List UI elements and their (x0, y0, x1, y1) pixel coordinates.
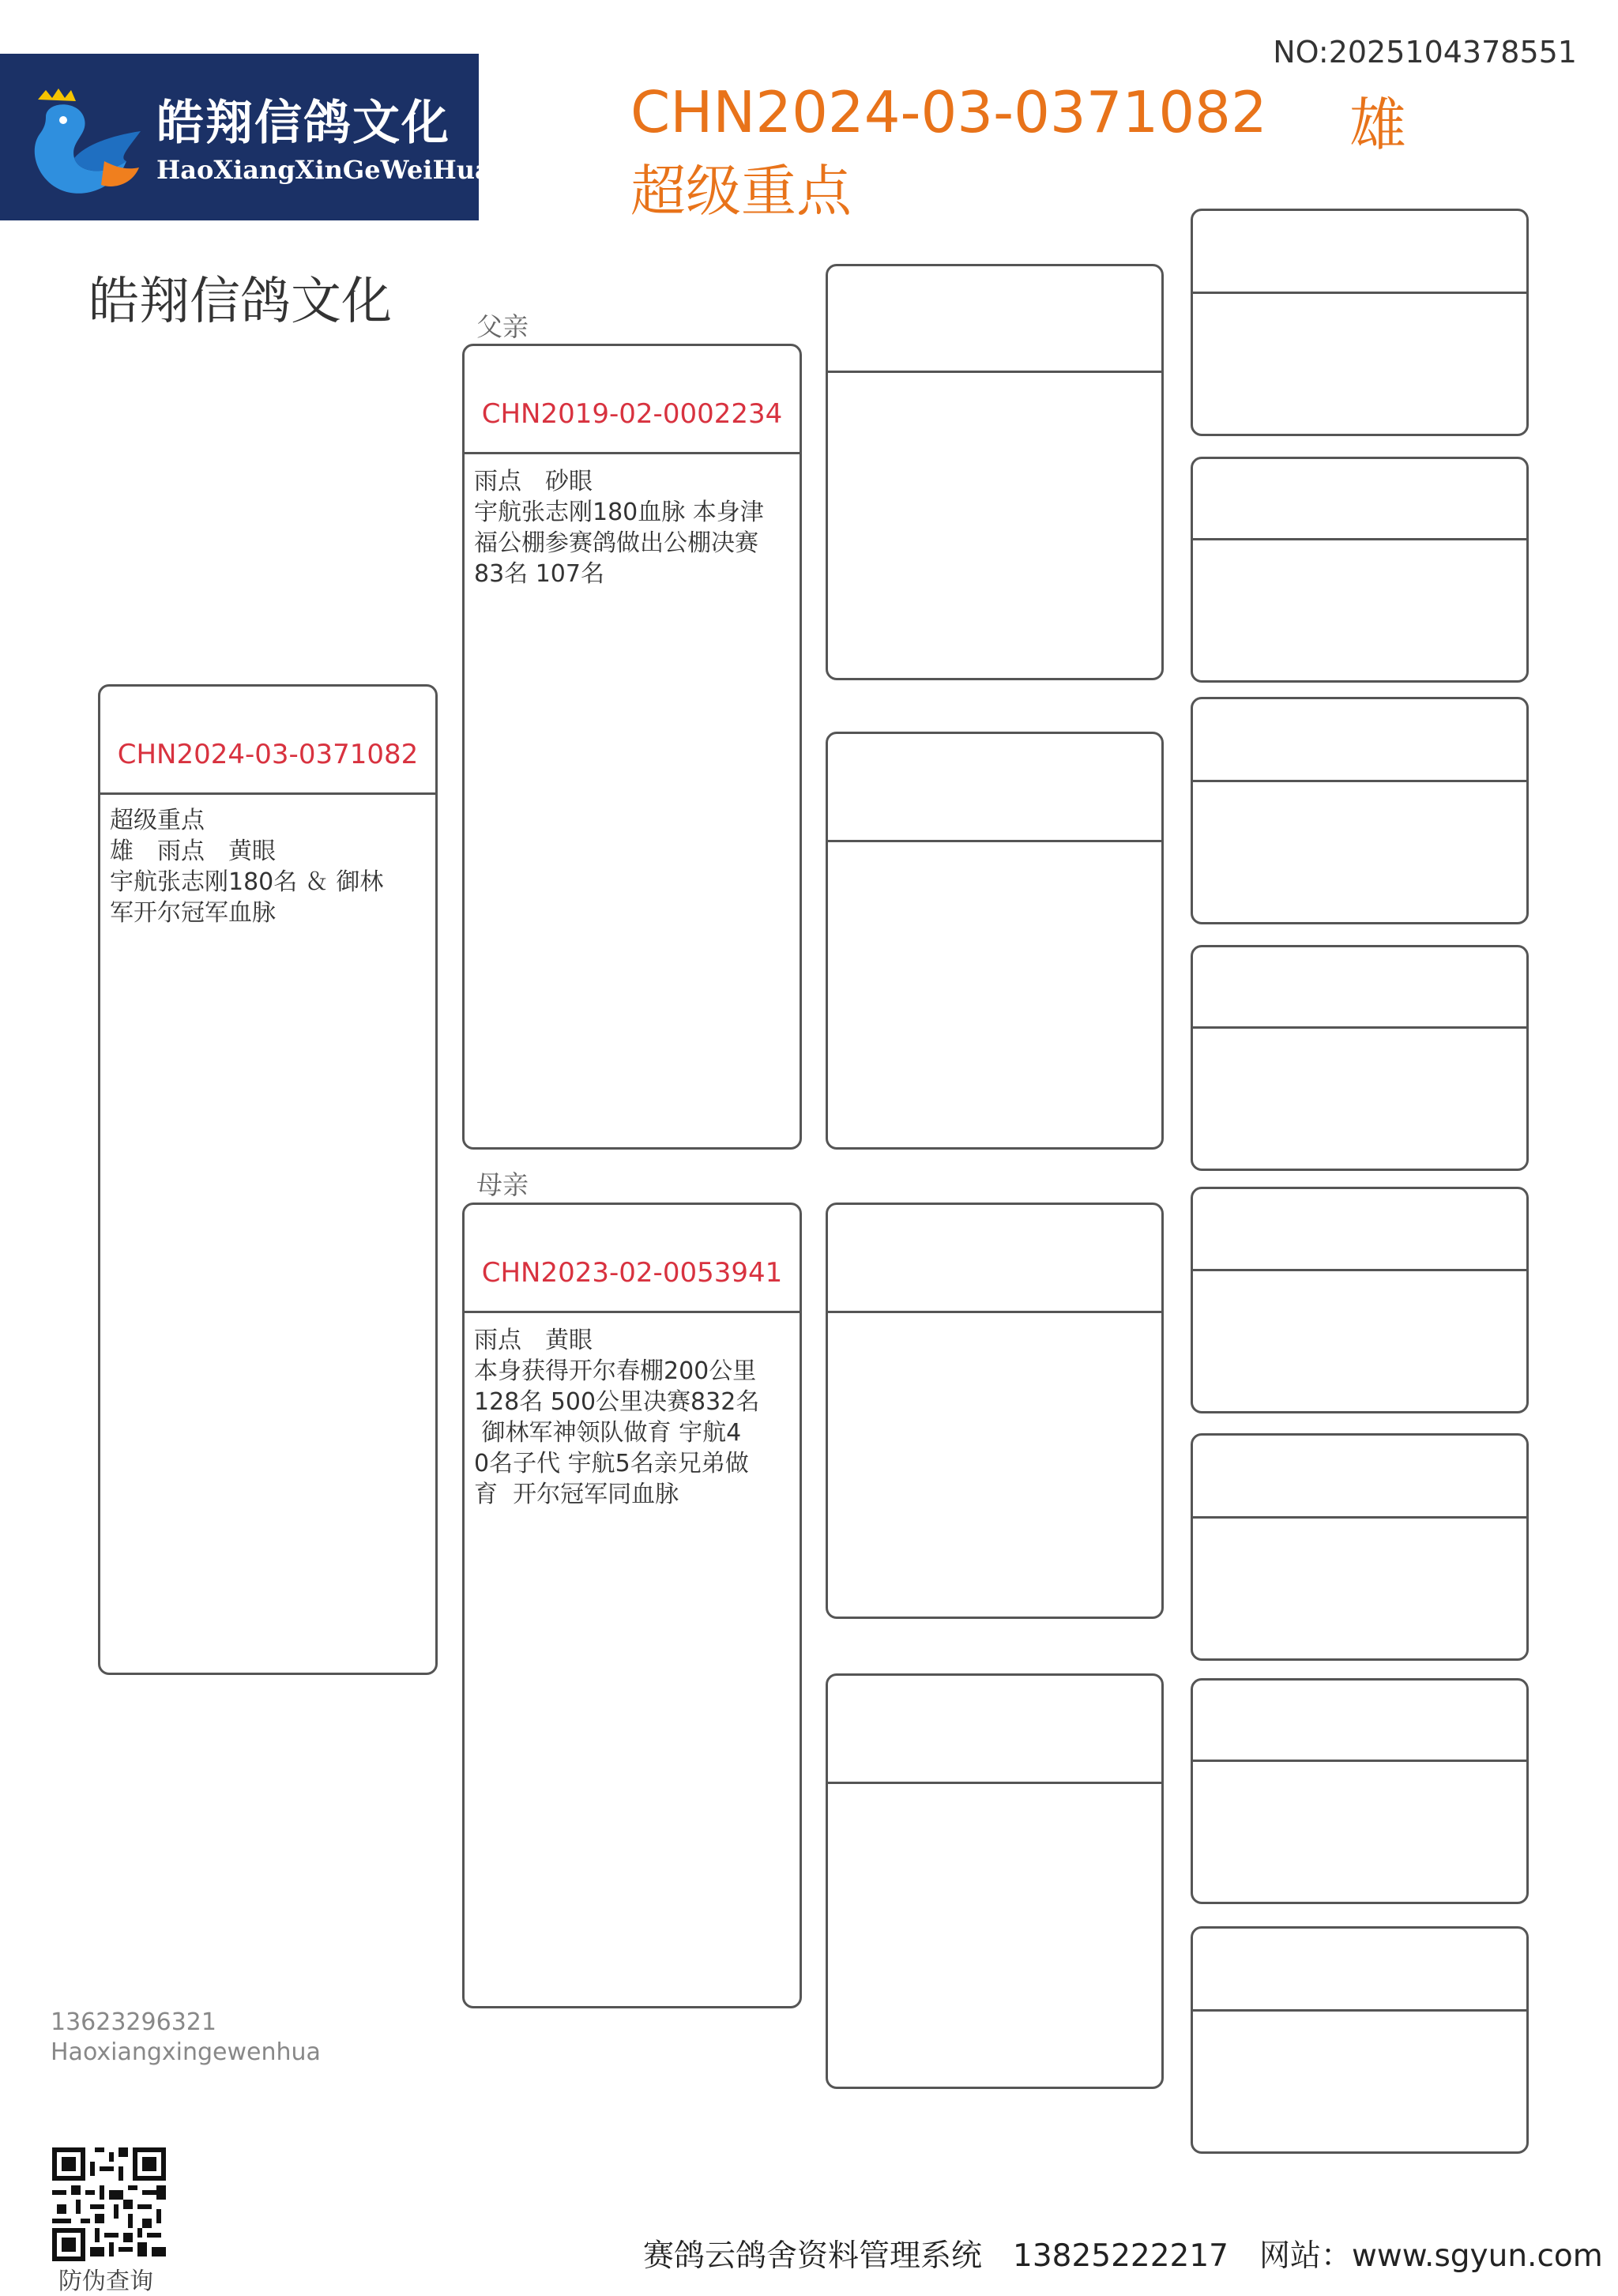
great-grandparent-card (1191, 1433, 1529, 1661)
father-card (462, 344, 802, 1150)
great-grandparent-card (1191, 945, 1529, 1171)
subject-ring: CHN2024-03-0371082 (117, 739, 419, 770)
footer-system-line: 赛鸽云鸽舍资料管理系统 13825222217 网站：www.sgyun.com (643, 2238, 1603, 2274)
great-grandparent-card (1191, 1187, 1529, 1413)
mother-description: 雨点 黄眼 本身获得开尔春棚200公里 128名 500公里决赛832名 御林军神领队做育 宇航4 0名子代 宇航5名亲兄弟做 育 开尔冠军同血脉 (474, 1327, 760, 1508)
great-grandparent-card (1191, 697, 1529, 924)
grandparent-card (826, 732, 1164, 1150)
grandparent-card (826, 264, 1164, 680)
mother-card (462, 1203, 802, 2008)
qr-label: 防伪查询 (58, 2268, 153, 2295)
great-grandparent-card (1191, 1926, 1529, 2154)
logo-title-en: HaoXiangXinGeWeiHua (156, 155, 491, 185)
mother-ring: CHN2023-02-0053941 (481, 1257, 783, 1289)
subject-description: 超级重点 雄 雨点 黄眼 宇航张志刚180名 ＆ 御林 军开尔冠军血脉 (110, 807, 384, 927)
page-title-grade: 超级重点 (630, 159, 852, 224)
great-grandparent-card (1191, 1678, 1529, 1904)
mother-label: 母亲 (476, 1169, 529, 1200)
father-label: 父亲 (476, 311, 529, 342)
certificate-number: NO:2025104378551 (1273, 35, 1577, 70)
father-ring: CHN2019-02-0002234 (481, 398, 783, 430)
brand-heading: 皓翔信鸽文化 (88, 273, 392, 331)
subject-card (98, 684, 438, 1675)
contact-name: Haoxiangxingewenhua (51, 2038, 321, 2066)
qr-code-icon[interactable] (52, 2147, 166, 2261)
pigeon-logo-icon (22, 85, 149, 204)
page-title-sex: 雄 (1349, 92, 1407, 158)
great-grandparent-card (1191, 209, 1529, 436)
grandparent-card (826, 1203, 1164, 1619)
great-grandparent-card (1191, 457, 1529, 683)
contact-phone: 13623296321 (51, 2008, 216, 2036)
logo-title-cn: 皓翔信鸽文化 (156, 96, 450, 151)
grandparent-card (826, 1673, 1164, 2089)
father-description: 雨点 砂眼 宇航张志刚180血脉 本身津 福公棚参赛鸽做出公棚决赛 83名 107名 (474, 468, 764, 588)
page-title-ring: CHN2024-03-0371082 (630, 79, 1267, 145)
